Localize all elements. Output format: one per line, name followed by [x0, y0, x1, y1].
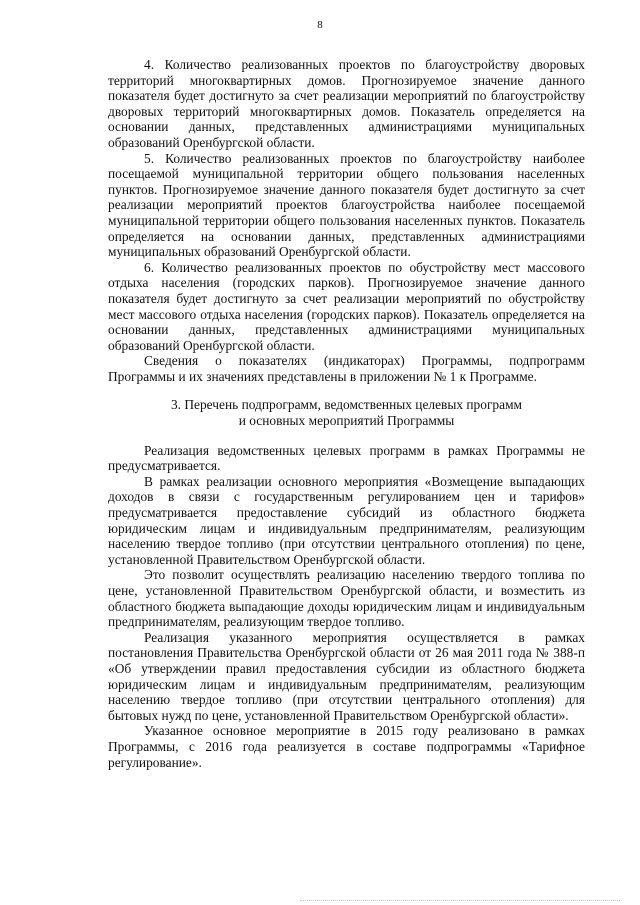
section-3-heading-line-2: и основных мероприятий Программы [238, 413, 455, 429]
section-3-paragraph-1: Реализация ведомственных целевых программ в рамках Программы не предусматривается. [108, 442, 585, 474]
paragraph-indicator-6: 6. Количество реализованных проектов по обустройству мест массового отдыха населения (городских парков). Прогнозируемое значение данного показателя будет достигнуто за счет реализации мероприятий по обустройству мест массового отдыха населения (городских парков). Показатель определяется на основании данных, представленных администрациями муниципальных образований Оренбургской области. [108, 259, 585, 353]
paragraph-indicator-4: 4. Количество реализованных проектов по благоустройству дворовых территорий многоквартирных домов. Прогнозируемое значение данного показателя будет достигнуто за счет реализации мероприятий по благоустройству дворовых территорий многоквартирных домов. Показатель определяется на основании данных, представленных администрациями муниципальных образований Оренбургской области. [108, 57, 585, 150]
section-3-heading-line-1: 3. Перечень подпрограмм, ведомственных целевых программ [170, 397, 523, 413]
document-body [108, 57, 585, 770]
section-3-heading [108, 397, 585, 428]
section-3-paragraph-4: Реализация указанного мероприятия осуществляется в рамках постановления Правительства Оренбургской области от 26 мая 2011 года № 388-п «Об утверждении правил предоставления субсидии из областного бюджета юридическим лицам и индивидуальным предпринимателям, реализующим населению твердое топливо (при отсутствии центрального отопления) для бытовых нужд по цене, установленной Правительством Оренбургской области». [108, 629, 585, 723]
footer-scan-artifact [300, 896, 620, 901]
paragraph-indicator-5: 5. Количество реализованных проектов по благоустройству наиболее посещаемой муниципальной территории общего пользования населенных пунктов. Прогнозируемое значение данного показателя будет достигнуто за счет реализации мероприятий проектов благоустройства наиболее посещаемой муниципальной территории общего пользования населенных пунктов. Показатель определяется на основании данных, представленных администрациями муниципальных образований Оренбургской области. [108, 150, 585, 260]
section-3-paragraph-2: В рамках реализации основного мероприятия «Возмещение выпадающих доходов в связи с государственным регулированием цен и тарифов» предусматривается предоставление субсидий из областного бюджета юридическим лицам и индивидуальным предпринимателям, реализующим населению твердое топливо (при отсутствии центрального отопления) по цене, установленной Правительством Оренбургской области. [108, 473, 585, 567]
section-3-paragraph-3: Это позволит осуществлять реализацию населению твердого топлива по цене, установленной Правительством Оренбургской области, и возместить из областного бюджета выпадающие доходы юридическим лицам и индивидуальным предпринимателям, реализующим твердое топливо. [108, 567, 585, 630]
section-3-paragraph-5: Указанное основное мероприятие в 2015 году реализовано в рамках Программы, с 2016 года реализуется в составе подпрограммы «Тарифное регулирование». [108, 723, 585, 770]
paragraph-indicators-appendix: Сведения о показателях (индикаторах) Программы, подпрограмм Программы и их значениях представлены в приложении № 1 к Программе. [108, 353, 585, 384]
page-number: 8 [317, 19, 323, 31]
